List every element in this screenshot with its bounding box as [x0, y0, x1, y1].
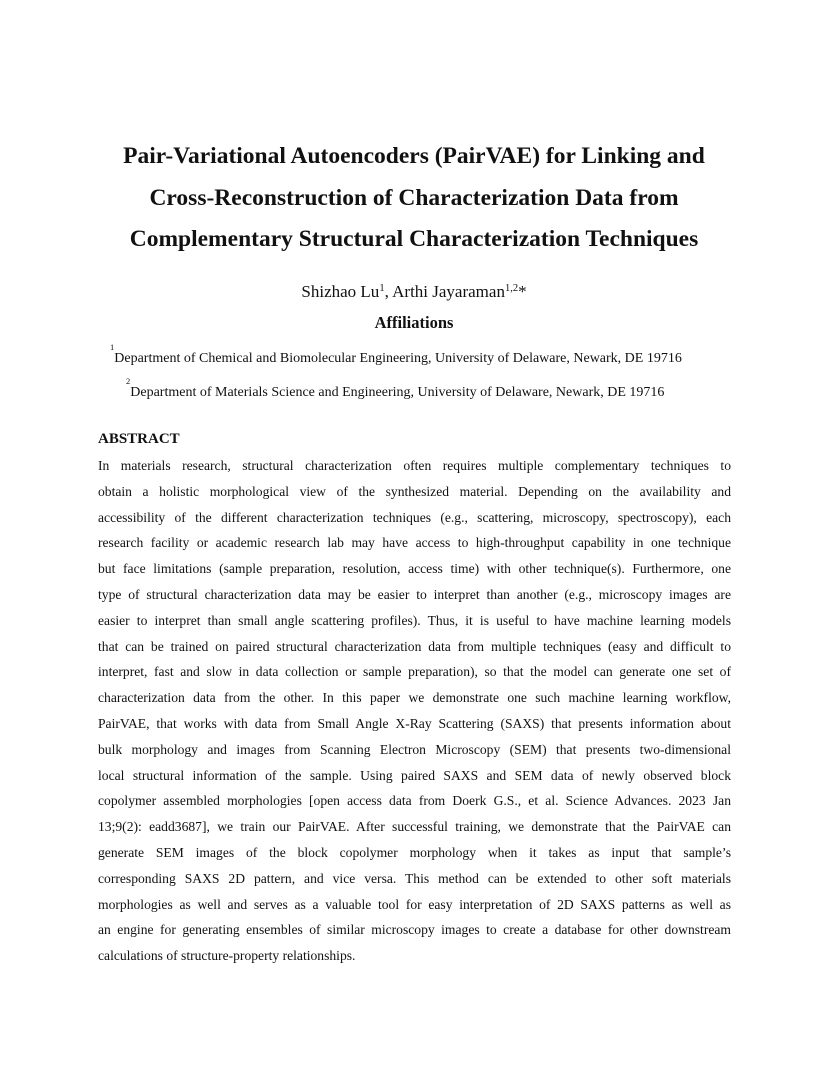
- abstract-line: an engine for generating ensembles of similar microscopy images to create a database for other downstream: [98, 922, 731, 938]
- affiliation-1: [110, 342, 682, 368]
- affiliation-mark: 2: [126, 376, 131, 386]
- author-affiliation-mark: 1: [379, 283, 385, 294]
- affiliations-heading: Affiliations: [374, 313, 454, 332]
- author-name: Shizhao Lu: [301, 282, 380, 301]
- abstract-line: PairVAE, that works with data from Small Angle X-Ray Scattering (SAXS) that presents information about: [98, 715, 731, 731]
- abstract-line: that can be trained on paired structural characterization data from multiple techniques (easy and difficult to: [98, 638, 731, 654]
- abstract-line: type of structural characterization data may be easier to interpret than another (e.g., microscopy images are: [98, 586, 731, 602]
- abstract-line: obtain a holistic morphological view of the synthesized material. Depending on the availability and: [98, 483, 731, 499]
- abstract-line: easier to interpret than small angle scattering profiles). Thus, it is useful to have machine learning models: [98, 612, 731, 628]
- title-line: Cross-Reconstruction of Characterization Data from: [149, 184, 679, 211]
- author-name: Arthi Jayaraman: [392, 282, 505, 301]
- abstract-line: calculations of structure-property relationships.: [98, 948, 356, 964]
- abstract-line: In materials research, structural characterization often requires multiple complementary techniques to: [98, 458, 731, 473]
- abstract-line: morphologies as well and serves as a valuable tool for easy interpretation of 2D SAXS patterns as well as: [98, 896, 731, 912]
- abstract-line: 13;9(2): eadd3687], we train our PairVAE. After successful training, we demonstrate that the PairVAE can: [98, 819, 731, 835]
- abstract-line: corresponding SAXS 2D pattern, and vice versa. This method can be extended to other soft materials: [98, 870, 731, 886]
- title-line: Complementary Structural Characterization Techniques: [129, 226, 699, 252]
- author-separator: ,: [384, 282, 393, 301]
- title-line: Pair-Variational Autoencoders (PairVAE) for Linking and: [123, 143, 705, 169]
- affiliation-text: Department of Chemical and Biomolecular Engineering, University of Delaware, Newark, DE 19716: [114, 351, 682, 366]
- author-affiliation-mark: 1,2: [504, 283, 519, 294]
- paper-title: [60, 136, 768, 261]
- abstract-line: accessibility of the different characterization techniques (e.g., scattering, microscopy, spectroscopy), each: [98, 509, 731, 525]
- author-list: [0, 281, 828, 303]
- affiliation-text: Department of Materials Science and Engineering, University of Delaware, Newark, DE 19716: [130, 385, 665, 400]
- abstract-heading: ABSTRACT: [98, 431, 180, 447]
- abstract-line: but face limitations (sample preparation, resolution, access time) with other technique(s). Furthermore, one: [98, 561, 731, 577]
- abstract-line: characterization data from the other. In this paper we demonstrate one such machine learning workflow,: [98, 690, 731, 706]
- abstract-line: research facility or academic research lab may have access to high-throughput capability in one technique: [98, 535, 731, 551]
- abstract-line: copolymer assembled morphologies [open access data from Doerk G.S., et al. Science Advances. 2023 Jan: [98, 793, 731, 809]
- affiliation-mark: 1: [110, 342, 115, 352]
- corresponding-author-mark: *: [518, 282, 527, 301]
- abstract-line: local structural information of the sample. Using paired SAXS and SEM data of newly observed block: [98, 767, 731, 783]
- abstract-line: interpret, fast and slow in data collection or sample preparation), so that the model can generate one set of: [98, 664, 731, 680]
- abstract-line: bulk morphology and images from Scanning Electron Microscopy (SEM) that presents two-dimensional: [98, 741, 731, 757]
- abstract-line: generate SEM images of the block copolymer morphology when it takes as input that sample’s: [98, 844, 731, 860]
- affiliation-2: [126, 376, 665, 402]
- abstract-text: [98, 456, 731, 972]
